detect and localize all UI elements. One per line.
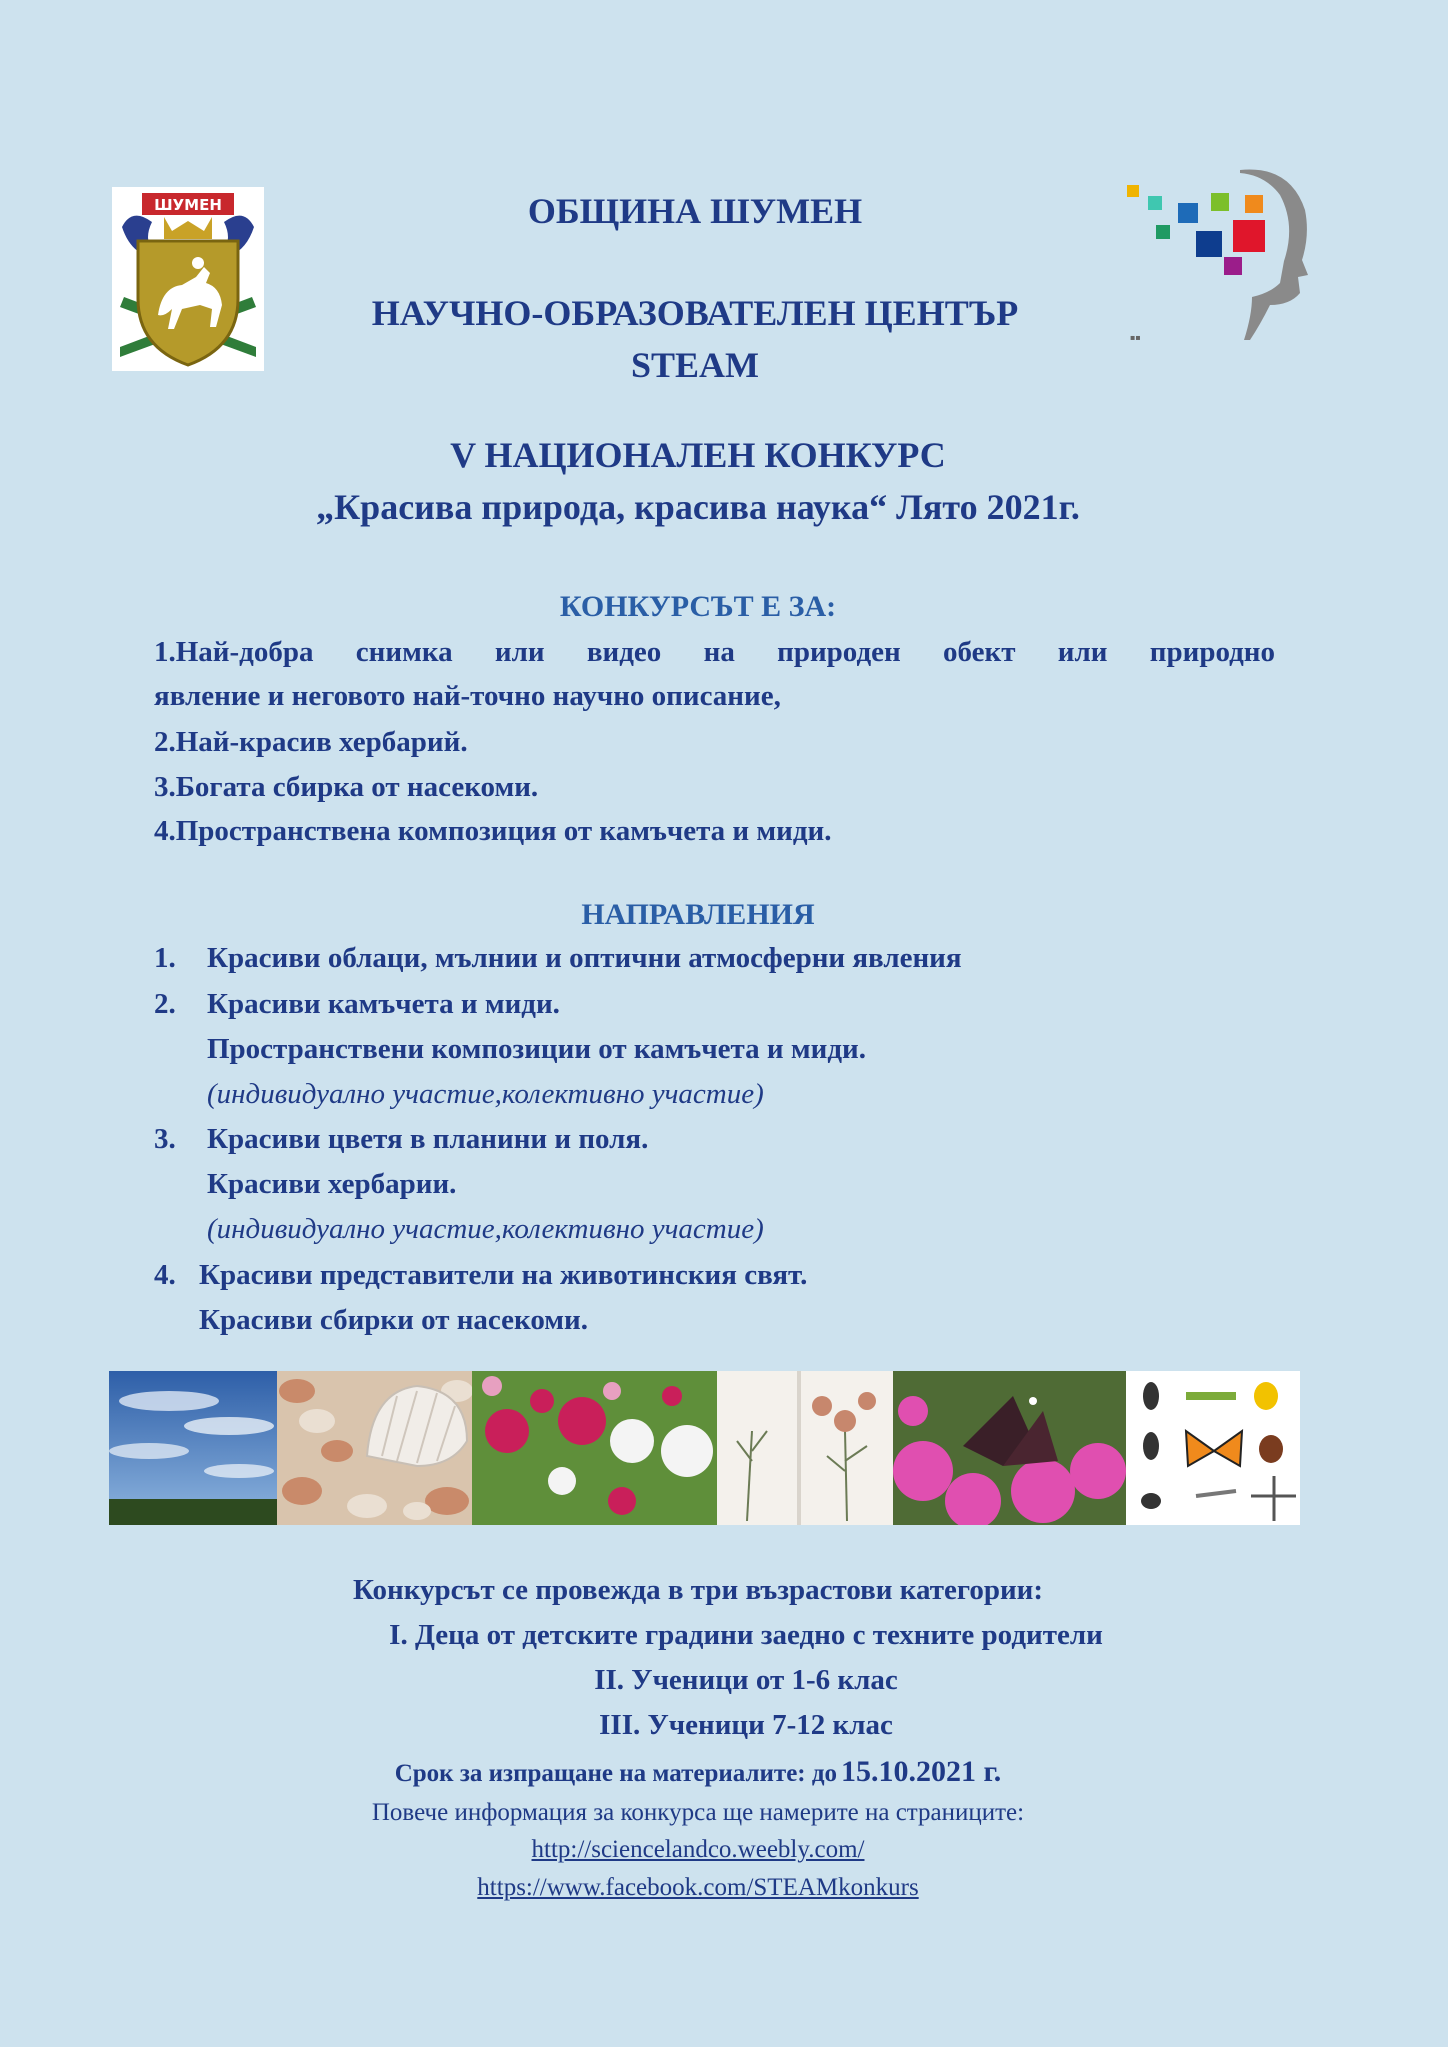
direction-4-number: 4. xyxy=(154,1259,176,1291)
contest-subtitle: „Красива природа, красива наука“ Лято 2021г. xyxy=(316,487,1080,527)
direction-1: Красиви облаци, мълнии и оптични атмосферни явления xyxy=(207,942,962,974)
directions-heading: НАПРАВЛЕНИЯ xyxy=(581,898,815,931)
facebook-link[interactable]: https://www.facebook.com/STEAMkonkurs xyxy=(477,1874,919,1901)
direction-2: Красиви камъчета и миди. xyxy=(207,988,560,1020)
deadline-date: 15.10.2021 г. xyxy=(841,1755,1002,1788)
info-link-1-row xyxy=(0,1836,1396,1864)
direction-2-number: 2. xyxy=(154,988,176,1020)
direction-4-sub: Красиви сбирки от насекоми. xyxy=(199,1304,588,1336)
direction-3-number: 3. xyxy=(154,1123,176,1155)
direction-3-note: (индивидуално участие,колективно участие) xyxy=(207,1213,764,1245)
website-link[interactable]: http://sciencelandco.weebly.com/ xyxy=(531,1836,865,1863)
direction-3: Красиви цветя в планини и поля. xyxy=(207,1123,649,1155)
category-1: I. Деца от детските градини заедно с техните родители xyxy=(389,1619,1103,1651)
center-title-line2: STEAM xyxy=(630,345,760,385)
nature-photo-strip xyxy=(109,1371,1300,1525)
categories-intro: Конкурсът се провежда в три възрастови категории: xyxy=(352,1574,1044,1606)
direction-3-sub: Красиви хербарии. xyxy=(207,1168,457,1200)
about-item-2: 2.Най-красив хербарий. xyxy=(154,726,468,758)
about-heading: КОНКУРСЪТ Е ЗА: xyxy=(559,590,837,623)
center-title-line1: НАУЧНО-ОБРАЗОВАТЕЛЕН ЦЕНТЪР xyxy=(371,293,1019,333)
butterfly-photo xyxy=(893,1371,1126,1525)
contest-title: V НАЦИОНАЛЕН КОНКУРС xyxy=(450,435,946,475)
about-item-1-line2: явление и неговото най-точно научно описание, xyxy=(154,680,781,712)
insects-photo xyxy=(1126,1371,1300,1525)
flowers-photo xyxy=(472,1371,717,1525)
category-2: II. Ученици от 1-6 клас xyxy=(594,1664,898,1696)
about-item-1-line1: 1.Най-добра снимка или видео на природен обект или природно xyxy=(154,636,1275,668)
crest-banner-text: ШУМЕН xyxy=(154,196,222,214)
direction-4: Красиви представители на животинския свят. xyxy=(199,1259,808,1291)
deadline-label: Срок за изпращане на материалите: до xyxy=(394,1760,838,1787)
direction-2-note: (индивидуално участие,колективно участие) xyxy=(207,1078,764,1110)
logo-small-mark: ▪▪ xyxy=(1130,333,1141,342)
category-3: III. Ученици 7-12 клас xyxy=(599,1709,893,1741)
info-link-2-row xyxy=(0,1874,1396,1902)
about-item-3: 3.Богата сбирка от насекоми. xyxy=(154,771,539,803)
municipality-title: ОБЩИНА ШУМЕН xyxy=(527,191,863,231)
herbarium-photo xyxy=(717,1371,893,1525)
info-text: Повече информация за конкурса ще намерите на страниците: xyxy=(371,1799,1025,1826)
clouds-photo xyxy=(109,1371,277,1525)
about-item-4: 4.Пространствена композиция от камъчета и миди. xyxy=(154,815,832,847)
deadline-line xyxy=(0,1755,1396,1789)
seashells-photo xyxy=(277,1371,472,1525)
direction-2-sub: Пространствени композиции от камъчета и миди. xyxy=(207,1033,866,1065)
direction-1-number: 1. xyxy=(154,942,176,974)
